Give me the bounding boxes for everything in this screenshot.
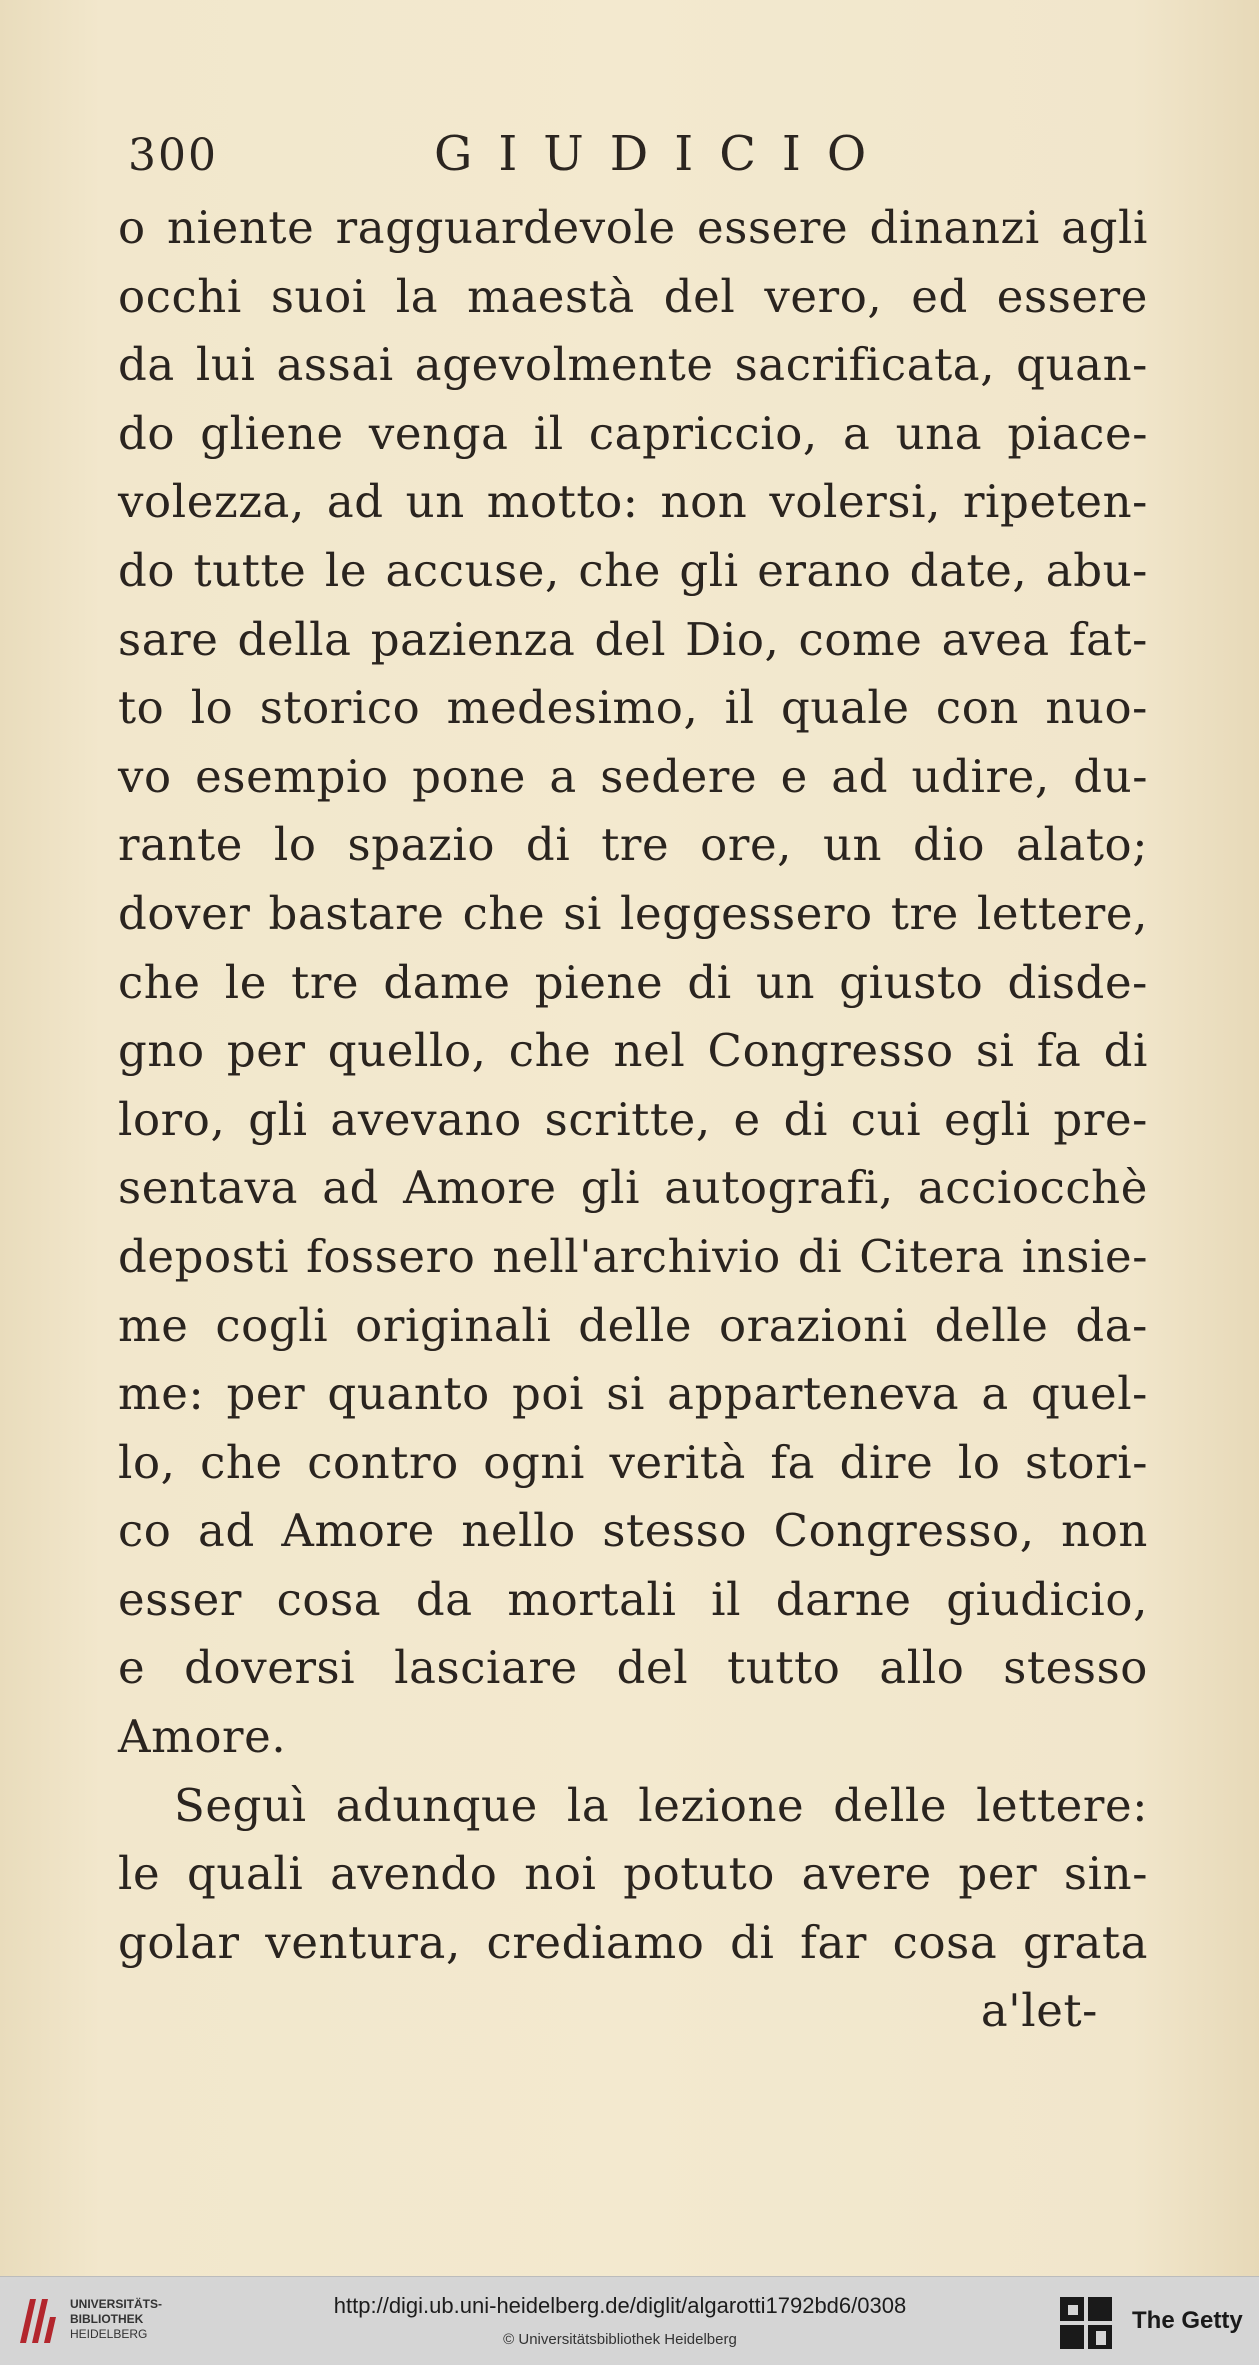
text-line: sentava ad Amore gli autografi, acciocchè bbox=[118, 1161, 1148, 1215]
text-line: dover bastare che si leggessero tre lettere, bbox=[118, 886, 1148, 940]
text-line-paragraph-end: Amore. bbox=[118, 1710, 287, 1764]
page-number: 300 bbox=[128, 130, 218, 181]
library-name-line: HEIDELBERG bbox=[70, 2327, 148, 2341]
getty-partner-name: The Getty bbox=[1132, 2307, 1243, 2334]
text-line-paragraph-start: Seguì adunque la lezione delle lettere: bbox=[174, 1778, 1148, 1832]
running-head: GIUDICIO bbox=[434, 126, 893, 182]
catchword: a'let- bbox=[980, 1984, 1098, 2038]
text-line: golar ventura, crediamo di far cosa grata bbox=[118, 1915, 1148, 1969]
text-line: vo esempio pone a sedere e ad udire, du- bbox=[118, 749, 1148, 803]
text-line: rante lo spazio di tre ore, un dio alato; bbox=[118, 818, 1148, 872]
text-line: le quali avendo noi potuto avere per sin- bbox=[118, 1847, 1148, 1901]
text-line: che le tre dame piene di un giusto disde- bbox=[118, 955, 1148, 1009]
text-line: e doversi lasciare del tutto allo stesso bbox=[118, 1641, 1148, 1695]
permalink-url[interactable]: http://digi.ub.uni-heidelberg.de/diglit/algarotti1792bd6/0308 bbox=[333, 2293, 907, 2318]
text-line: do gliene venga il capriccio, a una piace- bbox=[118, 406, 1148, 460]
text-line: da lui assai agevolmente sacrificata, quan- bbox=[118, 338, 1148, 392]
getty-logo-icon bbox=[1058, 2295, 1116, 2351]
library-name-line: BIBLIOTHEK bbox=[70, 2312, 144, 2326]
text-line: occhi suoi la maestà del vero, ed essere bbox=[118, 269, 1148, 323]
text-line: loro, gli avevano scritte, e di cui egli pre- bbox=[118, 1092, 1148, 1146]
text-line: to lo storico medesimo, il quale con nuo- bbox=[118, 681, 1148, 735]
library-name-line: UNIVERSITÄTS- bbox=[70, 2297, 163, 2311]
text-line: co ad Amore nello stesso Congresso, non bbox=[118, 1504, 1148, 1558]
body-text bbox=[118, 194, 1148, 2046]
university-library-logo-icon bbox=[14, 2291, 58, 2349]
digitization-footer bbox=[0, 2276, 1259, 2365]
text-line: do tutte le accuse, che gli erano date, abu- bbox=[118, 543, 1148, 597]
copyright-notice: © Universitätsbibliothek Heidelberg bbox=[503, 2331, 737, 2348]
text-line: lo, che contro ogni verità fa dire lo stori- bbox=[118, 1435, 1148, 1489]
page-header bbox=[128, 120, 1128, 190]
text-line: esser cosa da mortali il darne giudicio, bbox=[118, 1572, 1148, 1626]
text-line: me cogli originali delle orazioni delle da- bbox=[118, 1298, 1148, 1352]
library-name bbox=[70, 2297, 162, 2342]
text-line: volezza, ad un motto: non volersi, ripeten- bbox=[118, 475, 1148, 529]
text-line: gno per quello, che nel Congresso si fa di bbox=[118, 1024, 1148, 1078]
text-line: o niente ragguardevole essere dinanzi agli bbox=[118, 201, 1148, 254]
text-line: me: per quanto poi si apparteneva a quel- bbox=[118, 1367, 1148, 1421]
text-line: deposti fossero nell'archivio di Citera insie- bbox=[118, 1229, 1148, 1283]
text-line: sare della pazienza del Dio, come avea fat- bbox=[118, 612, 1148, 666]
